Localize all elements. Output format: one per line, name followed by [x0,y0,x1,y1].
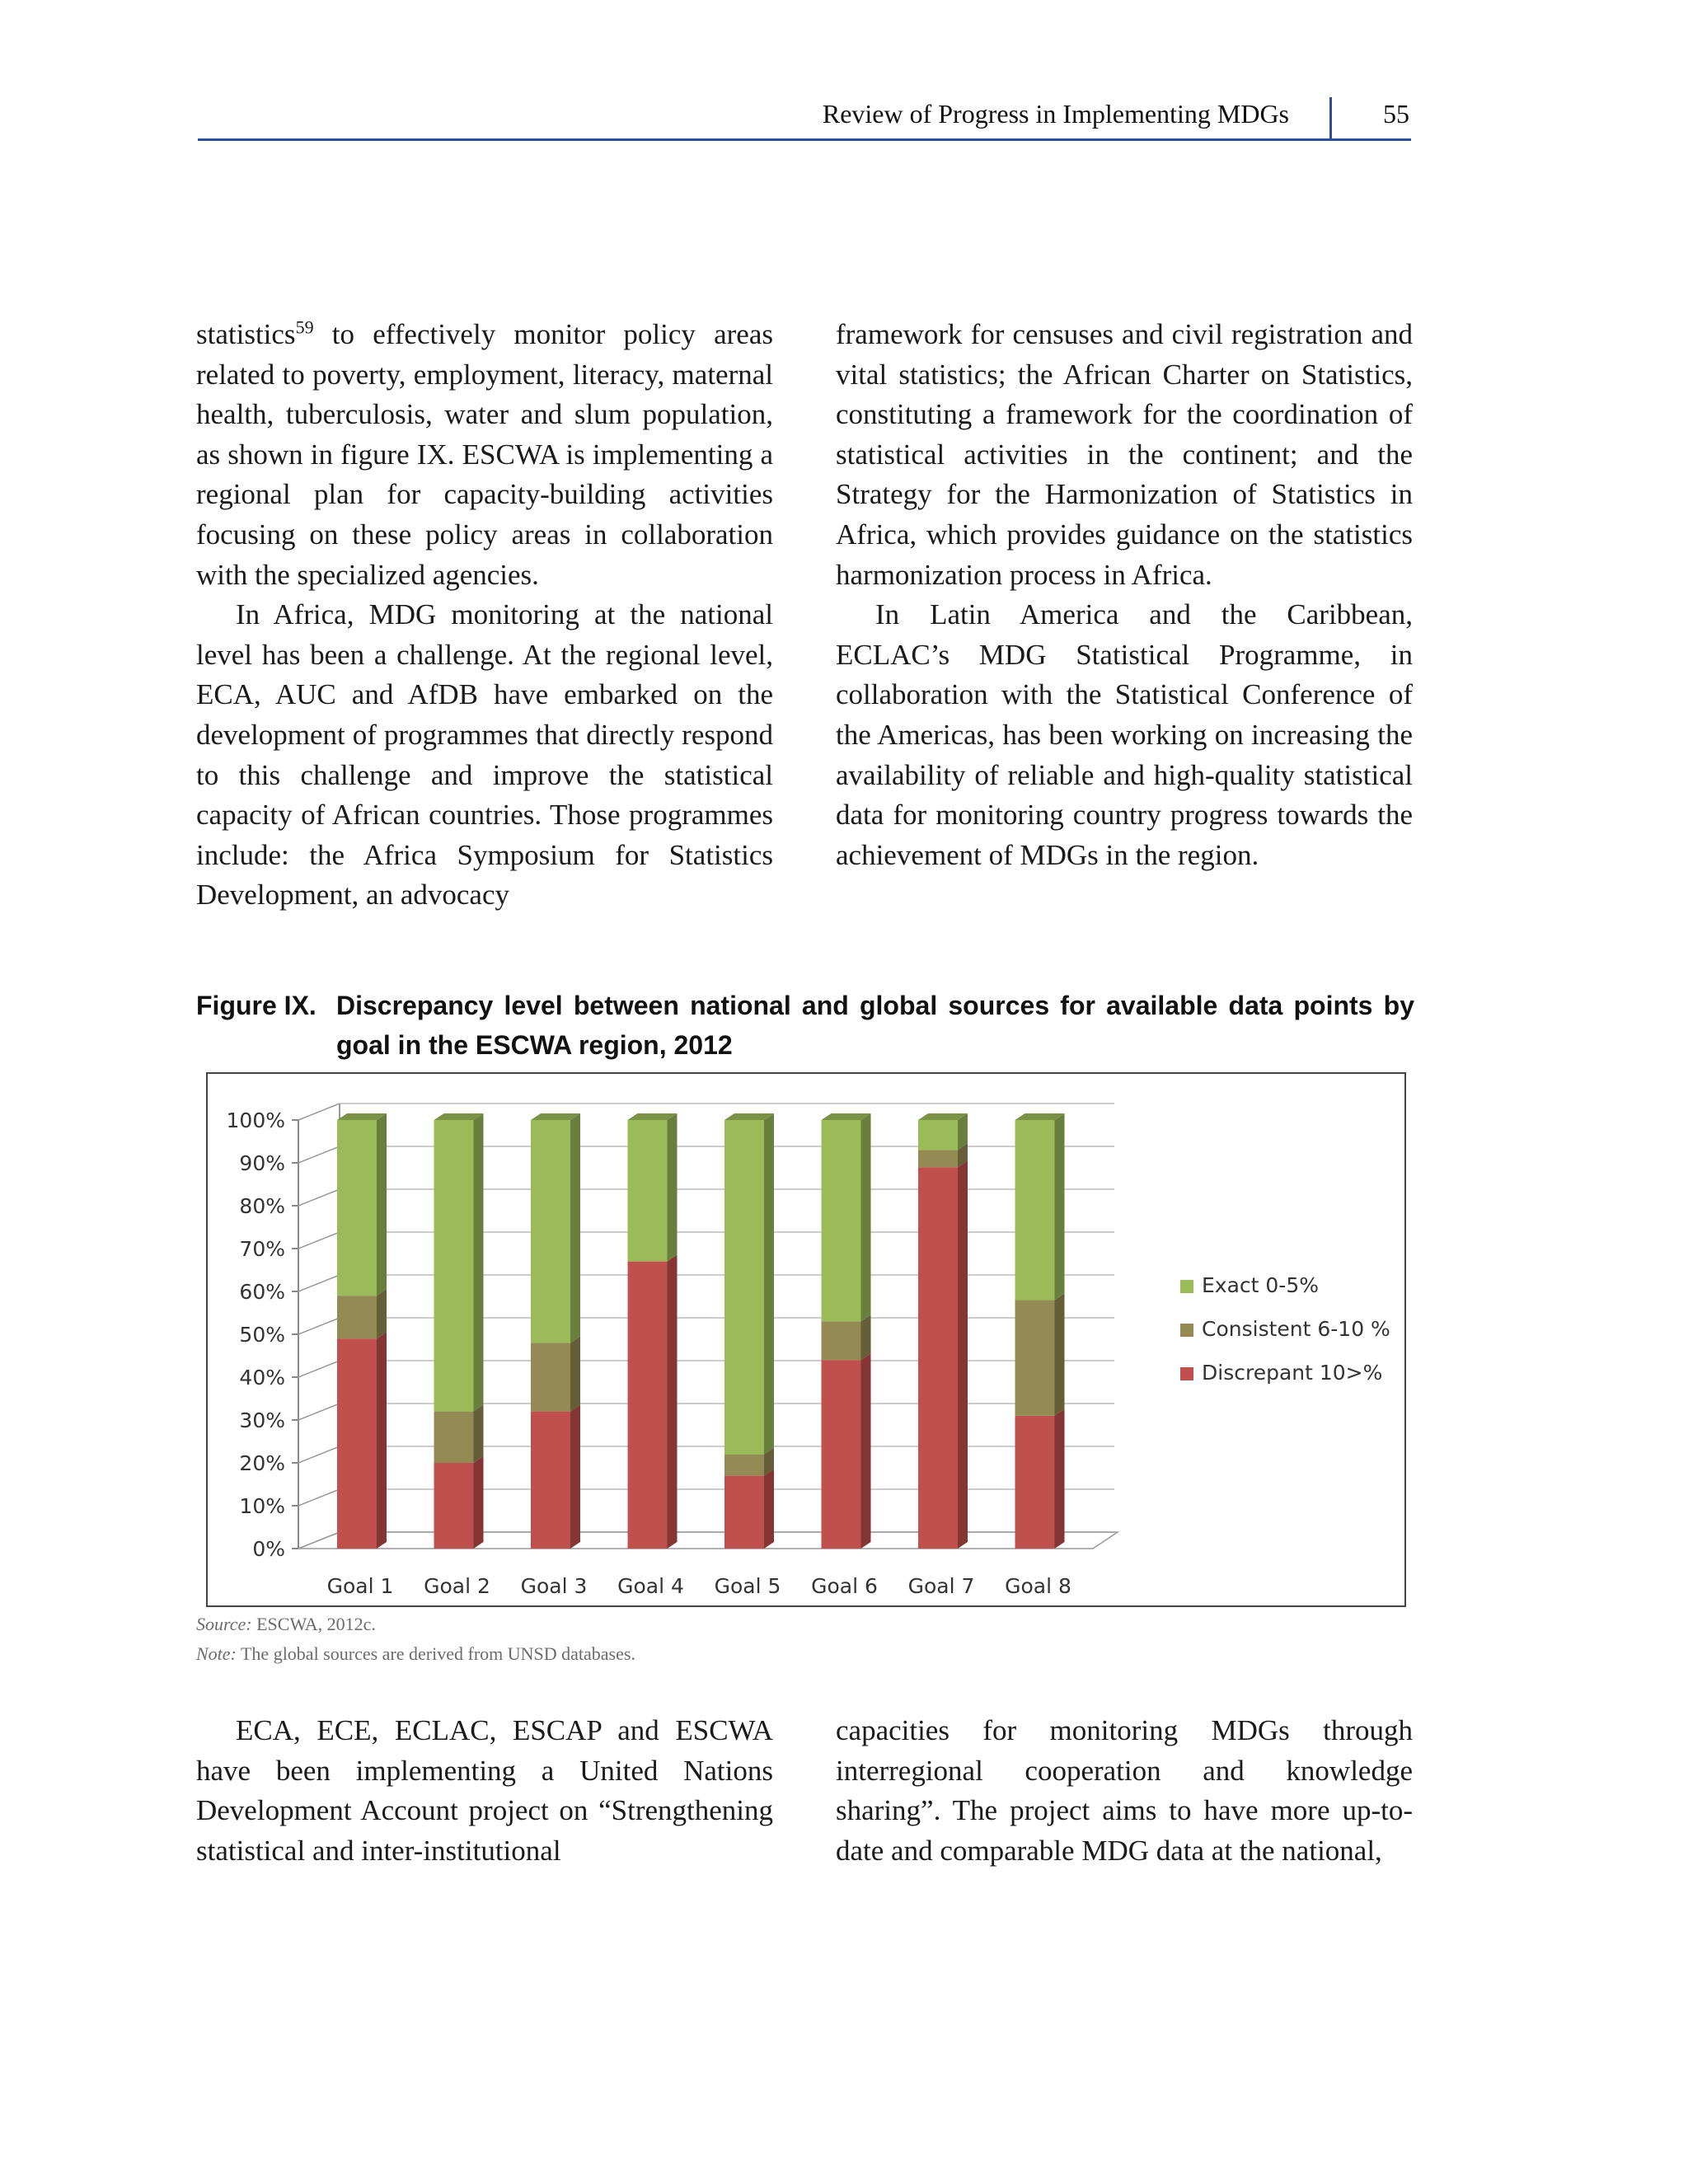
gridline-diagonal [298,1361,340,1377]
note-label: Note: [196,1643,237,1664]
figure-source [196,1614,376,1635]
bar-segment [822,1321,861,1360]
paragraph-text: to effectively monitor policy areas related to poverty, employment, literacy, maternal health, tuberculosis, water and slum population, as shown in figure IX. ESCWA is implementing a regional plan for capacity-building activities focusing on these policy areas in collaboration with the specialized agencies. [196,318,773,591]
bar-segment-side [1055,1409,1065,1549]
source-text: ESCWA, 2012c. [251,1614,376,1634]
gridline-diagonal [298,1404,340,1420]
gridline-diagonal [298,1318,340,1334]
source-label: Source: [196,1614,252,1634]
paragraph: In Africa, MDG monitoring at the national level has been a challenge. At the regional level, ECA, AUC and AfDB have embarked on the development of programmes that directly respond to this challenge and improve the statistical capacity of African countries. Those programmes include: the Africa Symposium for Statistics Development, an advocacy [196,598,773,912]
bar-segment [918,1120,958,1150]
x-tick-label: Goal 6 [811,1574,878,1598]
bar-segment-side [570,1405,580,1549]
bar-segment-side [764,1113,774,1455]
bar-segment [434,1412,474,1463]
right-column-bottom [836,1711,1413,1871]
bar-segment [822,1360,861,1549]
bar-segment-side [861,1113,871,1321]
bar-segment [337,1120,377,1296]
chart-floor [298,1532,1118,1549]
bar-segment-side [570,1336,580,1411]
y-tick-label: 100% [226,1108,285,1132]
bar-segment-side [377,1332,387,1549]
bar-segment [434,1463,474,1549]
bar-segment-side [570,1113,580,1343]
bar-segment [918,1150,958,1167]
y-tick-label: 10% [239,1494,285,1518]
y-tick-label: 40% [239,1366,285,1390]
gridline-diagonal [298,1232,340,1249]
paragraph: capacities for monitoring MDGs through interregional cooperation and knowledge sharing”. The project aims to have more up-to-date and comparable MDG data at the national, [836,1714,1413,1867]
stacked-bar-chart [208,1074,1404,1605]
legend-swatch [1180,1367,1193,1380]
y-tick-label: 60% [239,1280,285,1304]
bar-segment-side [377,1113,387,1296]
header-divider [1329,97,1332,140]
bar-segment [337,1296,377,1338]
bar-segment [531,1343,570,1411]
bar-segment [724,1455,764,1476]
y-tick-label: 50% [239,1323,285,1347]
left-column-top [196,315,773,916]
bar-segment-side [474,1405,484,1463]
legend-swatch [1180,1280,1193,1293]
paragraph [196,315,773,595]
legend-label: Exact 0-5% [1202,1273,1319,1297]
gridline-diagonal [298,1275,340,1291]
bar-segment [1015,1120,1055,1300]
y-tick-label: 0% [252,1537,285,1561]
bar-segment [337,1338,377,1549]
gridline-diagonal [298,1446,340,1463]
y-tick-label: 90% [239,1151,285,1175]
gridline-diagonal [298,1489,340,1506]
legend-label: Discrepant 10>% [1202,1361,1383,1385]
bar-segment [822,1120,861,1321]
legend-label: Consistent 6-10 % [1202,1317,1390,1341]
bar-segment [628,1262,668,1549]
bar-segment [918,1167,958,1549]
paragraph-lead-word: statistics [196,318,296,350]
bar-segment [434,1120,474,1412]
x-tick-label: Goal 5 [714,1574,781,1598]
legend-swatch [1180,1324,1193,1337]
bar-segment-side [861,1315,871,1360]
bar-segment-side [668,1255,678,1549]
x-tick-label: Goal 4 [617,1574,684,1598]
bar-segment [628,1120,668,1262]
y-tick-label: 70% [239,1237,285,1261]
x-tick-label: Goal 1 [326,1574,394,1598]
bar-segment-side [474,1456,484,1549]
x-tick-label: Goal 7 [907,1574,975,1598]
bar-segment-side [377,1289,387,1338]
bar-segment [531,1120,570,1343]
right-column-top [836,315,1413,875]
bar-segment-side [861,1353,871,1549]
paragraph: framework for censuses and civil registration and vital statistics; the African Charter on Statistics, constituting a framework for the coordination of statistical activities in the continent; and the Strategy for the Harmonization of Statistics in Africa, which provides guidance on the statistics harmonization process in Africa. [836,318,1413,591]
bar-segment-side [764,1469,774,1549]
figure-label: Figure IX. [196,991,316,1020]
bar-segment-side [958,1160,968,1549]
x-tick-label: Goal 3 [520,1574,588,1598]
gridline-diagonal [298,1104,340,1120]
note-text: The global sources are derived from UNSD databases. [236,1643,635,1664]
footnote-ref[interactable]: 59 [295,316,314,338]
bar-segment [1015,1300,1055,1415]
y-tick-label: 30% [239,1408,285,1432]
bar-segment-side [668,1113,678,1262]
bar-segment [724,1120,764,1455]
bar-segment-side [1055,1113,1065,1300]
x-tick-label: Goal 8 [1005,1574,1071,1598]
figure-note [196,1643,635,1665]
header-title: Review of Progress in Implementing MDGs [822,99,1289,129]
bar-segment-side [474,1113,484,1412]
bar-segment [531,1412,570,1549]
gridline-diagonal [298,1146,340,1163]
gridline-diagonal [298,1189,340,1206]
y-tick-label: 80% [239,1194,285,1218]
bar-segment [724,1476,764,1549]
x-tick-label: Goal 2 [424,1574,490,1598]
running-header [198,92,1411,141]
bar-segment [1015,1416,1055,1549]
figure-title: Discrepancy level between national and global sources for available data points by goal in the ESCWA region, 2012 [336,991,1414,1060]
bar-segment-side [1055,1293,1065,1415]
paragraph: In Latin America and the Caribbean, ECLAC’s MDG Statistical Programme, in collaboration with the Statistical Conference of the Americas, has been working on increasing the availability of reliable and high-quality statistical data for monitoring country progress towards the achievement of MDGs in the region. [836,598,1413,871]
paragraph: ECA, ECE, ECLAC, ESCAP and ESCWA have been implementing a United Nations Development Account project on “Strengthening statistical and inter-institutional [196,1714,773,1867]
left-column-bottom [196,1711,773,1871]
page-number: 55 [1383,99,1409,129]
chart-frame [206,1072,1406,1607]
y-tick-label: 20% [239,1451,285,1475]
